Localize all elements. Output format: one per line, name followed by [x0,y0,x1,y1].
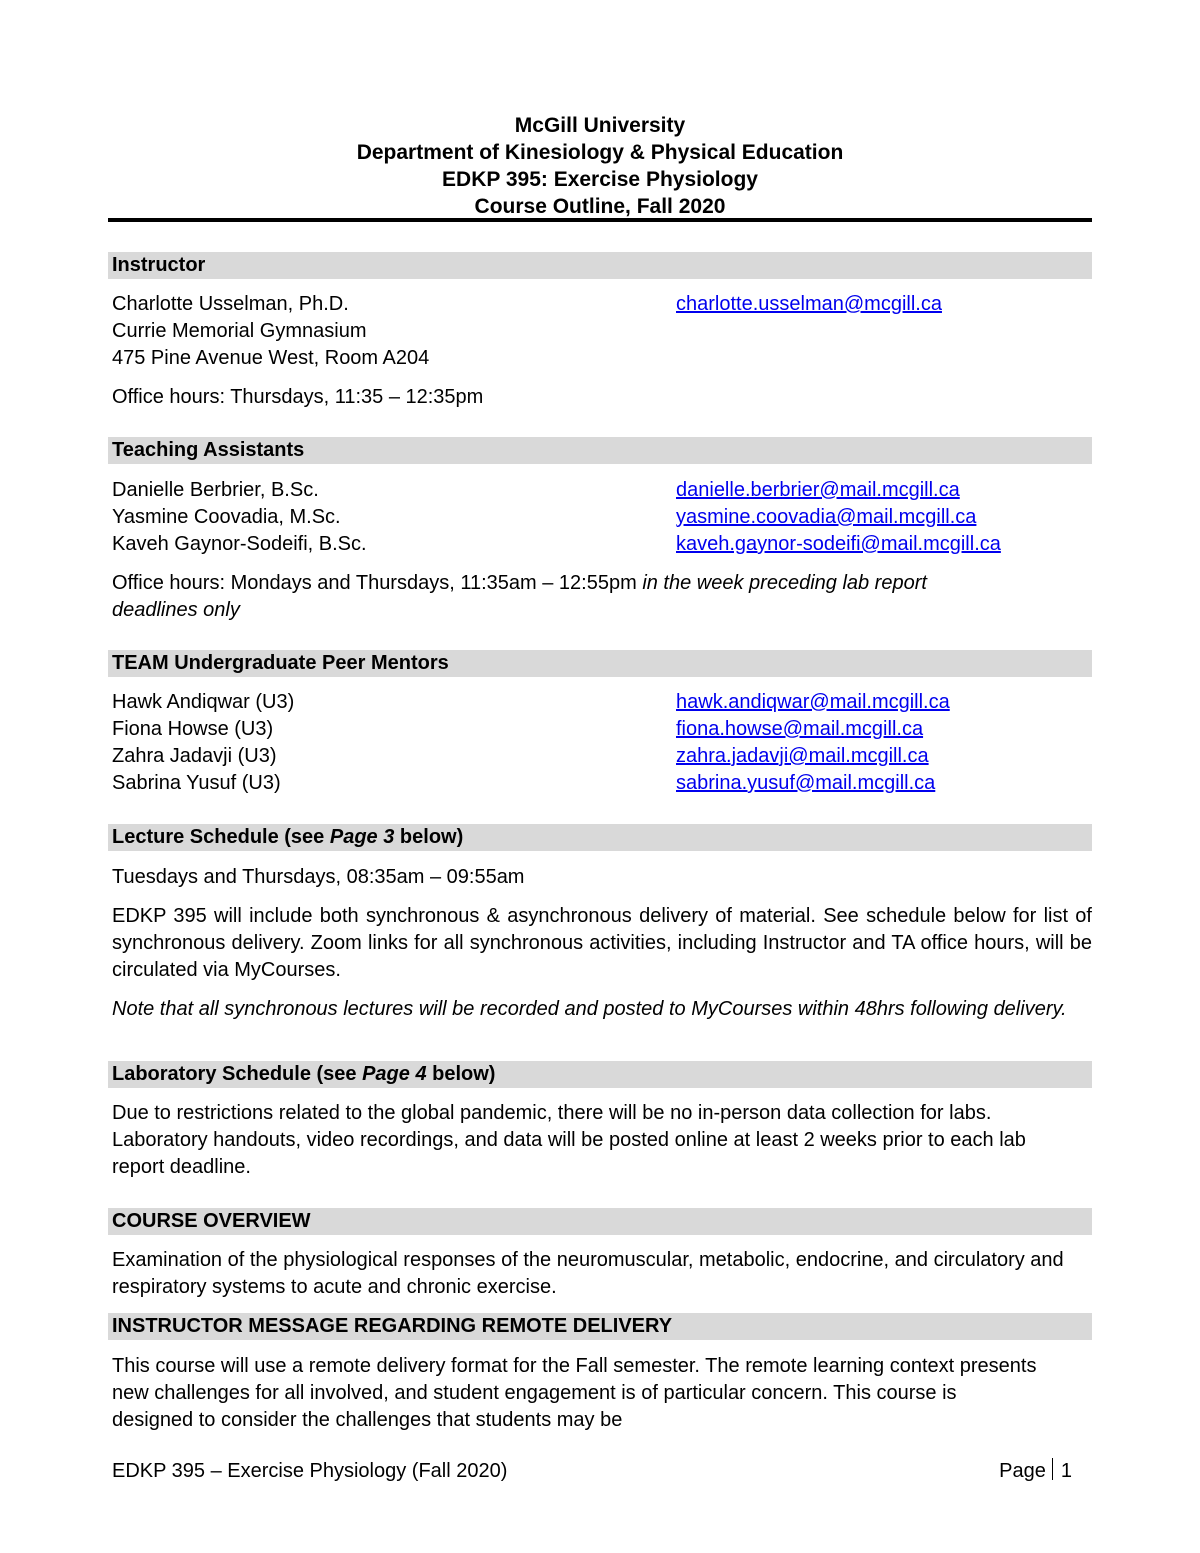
ta-office-hours-text: Office hours: Mondays and Thursdays, 11:35am – 12:55pm [112,572,643,594]
lab-heading [112,1061,495,1088]
lecture-paragraph: EDKP 395 will include both synchronous & asynchronous delivery of material. See schedule below for list of synchronous delivery. Zoom links for all synchronous activities, including Instructor and TA office hours, will be circulated via MyCourses. [112,905,1092,981]
footer-page-indicator [999,1458,1072,1485]
ta-email-link[interactable]: danielle.berbrier@mail.mcgill.ca [676,479,960,501]
footer-separator [1052,1458,1053,1480]
mentors-heading: TEAM Undergraduate Peer Mentors [112,652,449,674]
overview-heading: COURSE OVERVIEW [112,1210,311,1232]
instructor-building: Currie Memorial Gymnasium [112,320,367,342]
mentor-email-link[interactable]: zahra.jadavji@mail.mcgill.ca [676,745,929,767]
instructor-email-link[interactable]: charlotte.usselman@mcgill.ca [676,293,942,315]
lab-heading-text: Laboratory Schedule (see [112,1063,363,1085]
mentor-name: Sabrina Yusuf (U3) [112,772,281,794]
remote-heading: INSTRUCTOR MESSAGE REGARDING REMOTE DELIVERY [112,1315,673,1337]
instructor-name: Charlotte Usselman, Ph.D. [112,293,349,315]
ta-name: Danielle Berbrier, B.Sc. [112,479,319,501]
ta-office-hours-note-cont: deadlines only [112,599,240,621]
mentor-email-link[interactable]: fiona.howse@mail.mcgill.ca [676,718,924,740]
footer-page-number: 1 [1060,1460,1072,1482]
ta-name: Yasmine Coovadia, M.Sc. [112,506,341,528]
ta-name: Kaveh Gaynor-Sodeifi, B.Sc. [112,533,367,555]
instructor-address: 475 Pine Avenue West, Room A204 [112,347,430,369]
remote-paragraph: This course will use a remote delivery format for the Fall semester. The remote learning context presents new challenges for all involved, and student engagement is of particular concern. This course is designed to consider the challenges that students may be [112,1355,1037,1431]
lecture-recording-note: Note that all synchronous lectures will be recorded and posted to MyCourses within 48hrs following delivery. [112,998,1067,1020]
lecture-heading-text: Lecture Schedule (see [112,826,330,848]
department-name: Department of Kinesiology & Physical Education [356,141,844,164]
lab-heading-suffix: below) [426,1063,496,1085]
lab-heading-page-ref: Page 4 [362,1063,427,1085]
ta-heading: Teaching Assistants [112,439,305,461]
mentor-name: Fiona Howse (U3) [112,718,274,740]
instructor-section-bar [108,252,1092,279]
mentor-name: Hawk Andiqwar (U3) [112,691,295,713]
ta-office-hours-note: in the week preceding lab report [642,572,927,594]
overview-paragraph: Examination of the physiological responses of the neuromuscular, metabolic, endocrine, and circulatory and respiratory systems to acute and chronic exercise. [112,1249,1064,1298]
ta-office-hours [112,570,927,597]
mentor-name: Zahra Jadavji (U3) [112,745,277,767]
university-name: McGill University [514,114,686,137]
mentor-email-link[interactable]: sabrina.yusuf@mail.mcgill.ca [676,772,936,794]
lecture-heading [112,824,463,851]
lab-paragraph: Due to restrictions related to the global pandemic, there will be no in-person data collection for labs. Laboratory handouts, video recordings, and data will be posted online at least 2 weeks prior to each lab report deadline. [112,1102,1026,1178]
outline-title: Course Outline, Fall 2020 [474,195,726,218]
header-divider [108,218,1092,222]
instructor-heading: Instructor [112,254,206,276]
lecture-times: Tuesdays and Thursdays, 08:35am – 09:55am [112,866,525,888]
lecture-heading-page-ref: Page 3 [329,826,395,848]
ta-email-link[interactable]: yasmine.coovadia@mail.mcgill.ca [676,506,977,528]
footer-page-label: Page [999,1460,1046,1482]
course-title: EDKP 395: Exercise Physiology [442,168,758,191]
instructor-office-hours: Office hours: Thursdays, 11:35 – 12:35pm [112,386,484,408]
lecture-heading-suffix: below) [394,826,464,848]
mentor-email-link[interactable]: hawk.andiqwar@mail.mcgill.ca [676,691,950,713]
ta-email-link[interactable]: kaveh.gaynor-sodeifi@mail.mcgill.ca [676,533,1001,555]
footer-course-label: EDKP 395 – Exercise Physiology (Fall 2020) [112,1460,508,1482]
